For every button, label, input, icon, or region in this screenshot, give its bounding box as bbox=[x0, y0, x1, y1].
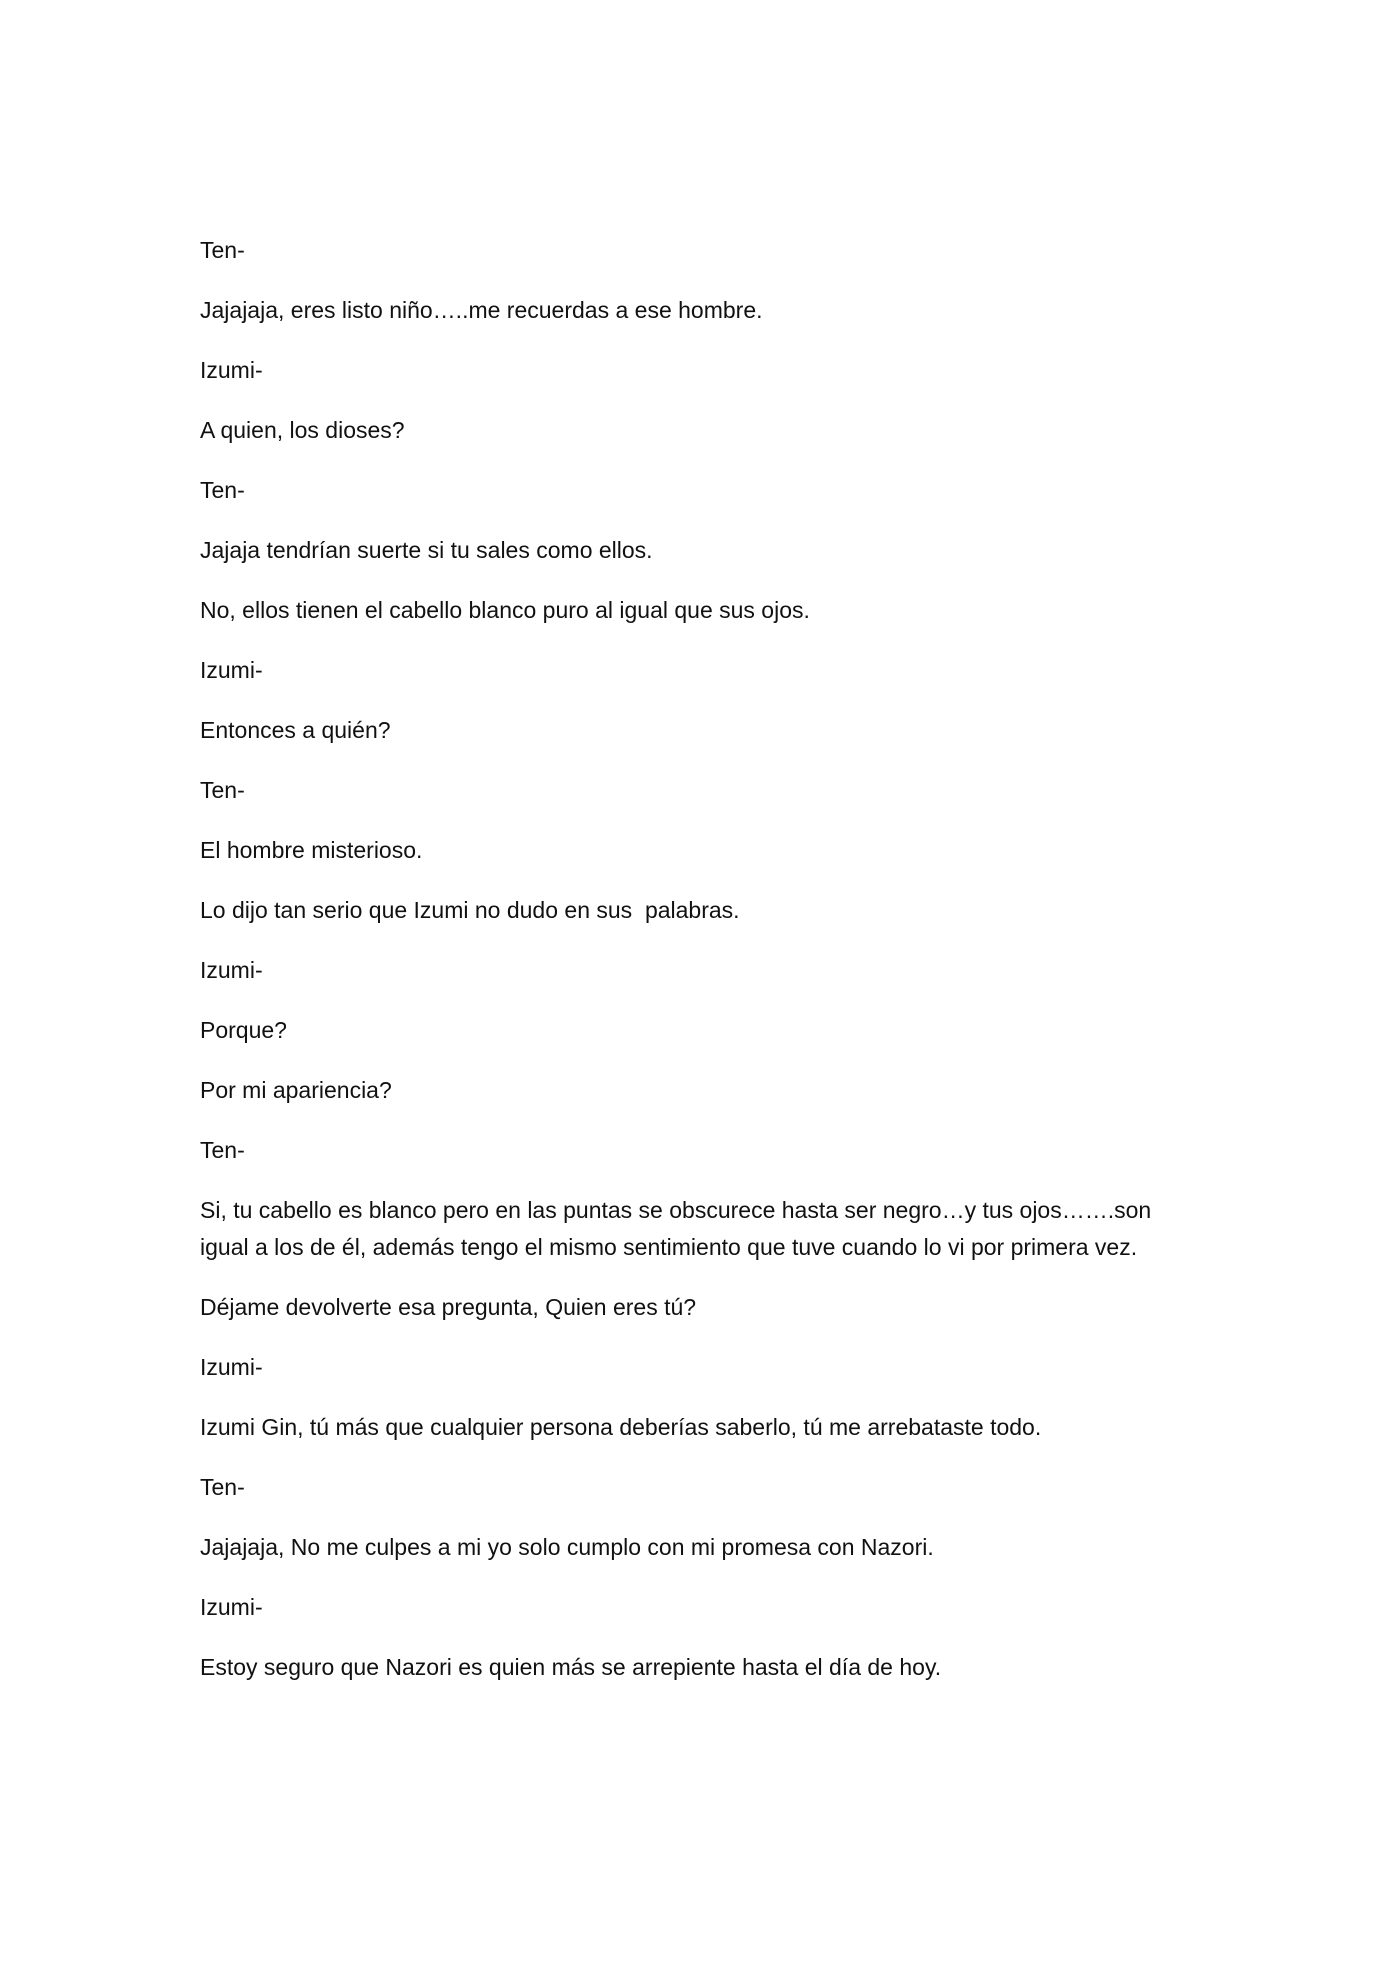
dialogue-line: Si, tu cabello es blanco pero en las puntas se obscurece hasta ser negro…y tus ojos…….son igual a los de él, además tengo el mismo sentimiento que tuve cuando lo vi por primera vez. bbox=[200, 1197, 1158, 1260]
dialogue-line: Estoy seguro que Nazori es quien más se arrepiente hasta el día de hoy. bbox=[200, 1654, 942, 1680]
speaker-line: Izumi- bbox=[200, 1594, 263, 1620]
dialogue-line: El hombre misterioso. bbox=[200, 837, 423, 863]
dialogue-line: Jajajaja, eres listo niño…..me recuerdas a ese hombre. bbox=[200, 297, 763, 323]
dialogue-line: Jajaja tendrían suerte si tu sales como ellos. bbox=[200, 537, 653, 563]
dialogue-line: Jajajaja, No me culpes a mi yo solo cumplo con mi promesa con Nazori. bbox=[200, 1534, 934, 1560]
dialogue-line: Por mi apariencia? bbox=[200, 1077, 392, 1103]
dialogue-line: Entonces a quién? bbox=[200, 717, 391, 743]
dialogue-line: Porque? bbox=[200, 1017, 287, 1043]
speaker-line: Izumi- bbox=[200, 657, 263, 683]
dialogue-line: No, ellos tienen el cabello blanco puro al igual que sus ojos. bbox=[200, 597, 810, 623]
narration-line: Lo dijo tan serio que Izumi no dudo en sus palabras. bbox=[200, 897, 740, 923]
dialogue-line: Izumi Gin, tú más que cualquier persona deberías saberlo, tú me arrebataste todo. bbox=[200, 1414, 1042, 1440]
speaker-line: Izumi- bbox=[200, 357, 263, 383]
dialogue-line: A quien, los dioses? bbox=[200, 417, 405, 443]
dialogue-line: Déjame devolverte esa pregunta, Quien eres tú? bbox=[200, 1294, 697, 1320]
speaker-line: Ten- bbox=[200, 777, 245, 803]
speaker-line: Izumi- bbox=[200, 957, 263, 983]
speaker-line: Ten- bbox=[200, 477, 245, 503]
speaker-line: Ten- bbox=[200, 1474, 245, 1500]
speaker-line: Ten- bbox=[200, 237, 245, 263]
speaker-line: Izumi- bbox=[200, 1354, 263, 1380]
speaker-line: Ten- bbox=[200, 1137, 245, 1163]
dialogue-text bbox=[200, 232, 1200, 1709]
